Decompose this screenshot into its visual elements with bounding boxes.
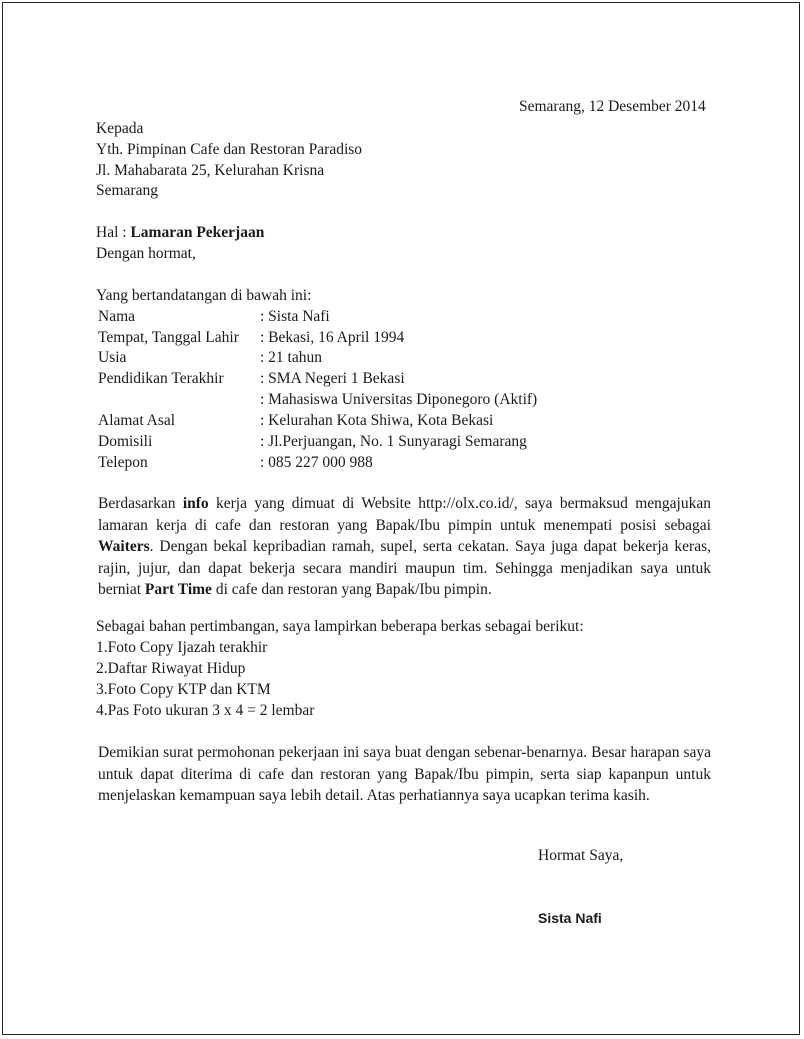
body-bold: info [182,495,209,512]
closing-paragraph: Demikian surat permohonan pekerjaan ini saya buat dengan sebenar-benarnya. Besar harapan saya untuk dapat diterima di cafe dan restoran yang Bapak/Ibu pimpin, serta siap kapanpun untuk menjelaskan kemampuan saya lebih detail. Atas perhatiannya saya ucapkan terima kasih. [98,744,711,804]
recipient-kepada: Kepada [96,120,144,137]
body-text: Berdasarkan [98,495,183,512]
detail-label: Telepon [98,454,148,471]
recipient-street: Jl. Mahabarata 25, Kelurahan Krisna [96,162,325,179]
attachments-intro: Sebagai bahan pertimbangan, saya lampirkan beberapa berkas sebagai berikut: [96,618,584,635]
letter-page [2,2,800,1035]
detail-label: Pendidikan Terakhir [98,370,224,387]
attachment-item: 1.Foto Copy Ijazah terakhir [96,639,268,656]
detail-label: Alamat Asal [98,412,176,429]
body-paragraph [98,493,711,601]
detail-label: Tempat, Tanggal Lahir [98,329,239,346]
detail-value: : Bekasi, 16 April 1994 [260,329,405,346]
detail-value: : Kelurahan Kota Shiwa, Kota Bekasi [260,412,494,429]
detail-value: : Jl.Perjuangan, No. 1 Sunyaragi Semarang [260,433,527,450]
detail-label: Nama [98,308,136,325]
body-bold: Waiters [98,538,150,555]
detail-value: : Sista Nafi [260,308,330,325]
detail-value: : 085 227 000 988 [260,454,373,471]
detail-value: : Mahasiswa Universitas Diponegoro (Aktif) [260,391,538,408]
attachment-item: 4.Pas Foto ukuran 3 x 4 = 2 lembar [96,702,315,719]
attachment-item: 2.Daftar Riwayat Hidup [96,660,246,677]
signer-name: Sista Nafi [538,910,602,926]
sign-off: Hormat Saya, [538,847,624,864]
body-bold: Part Time [144,581,212,598]
attachment-item: 3.Foto Copy KTP dan KTM [96,681,271,698]
subject-line [96,223,264,243]
detail-label: Usia [98,349,127,366]
recipient-city: Semarang [96,182,158,199]
greeting: Dengan hormat, [96,245,196,262]
date-line: Semarang, 12 Desember 2014 [519,98,706,115]
subject-value: Lamaran Pekerjaan [130,224,265,241]
detail-value: : SMA Negeri 1 Bekasi [260,370,405,387]
body-text: . Dengan bekal kepribadian ramah, supel, serta cekatan. Saya juga dapat bekerja keras, rajin, jujur, dan dapat bekerja secara mandiri maupun tim. Sehingga menjadikan saya untuk berniat [98,538,711,598]
recipient-name: Yth. Pimpinan Cafe dan Restoran Paradiso [96,141,363,158]
detail-label: Domisili [98,433,153,450]
body-text: kerja yang dimuat di Website http://olx.co.id/, saya bermaksud mengajukan lamaran kerja di cafe dan restoran yang Bapak/Ibu pimpin untuk menempati posisi sebagai [98,495,711,534]
detail-value: : 21 tahun [260,349,322,366]
body-text: di cafe dan restoran yang Bapak/Ibu pimpin. [211,581,492,598]
intro-line: Yang bertandatangan di bawah ini: [96,287,312,304]
subject-label: Hal : [96,224,131,241]
